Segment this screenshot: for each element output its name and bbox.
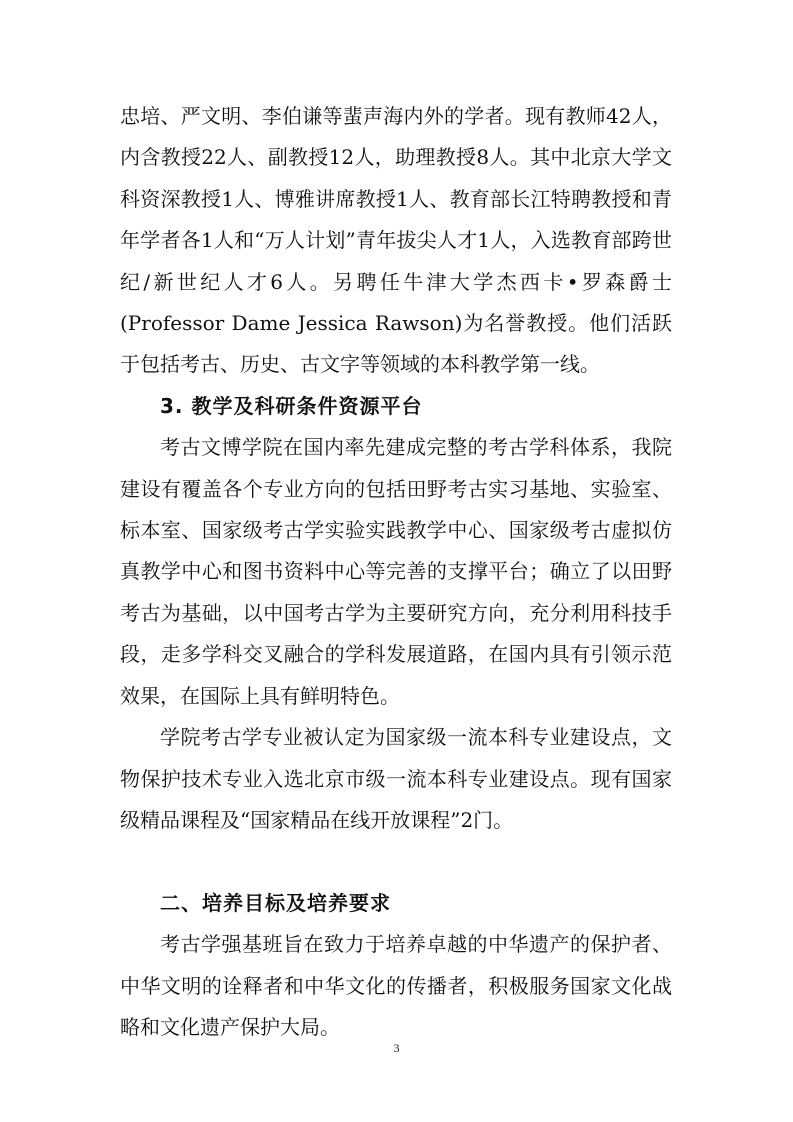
- faculty-paragraph: 忠培、严文明、李伯谦等蜚声海内外的学者。现有教师42人，内含教授22人、副教授12人，助理教授8人。其中北京大学文科资深教授1人、博雅讲席教授1人、教育部长江特聘教授和青年学者各1人和“万人计划”青年拔尖人才1人，入选教育部跨世纪/新世纪人才6人。另聘任牛津大学杰西卡•罗森爵士(Professor Dame Jessica Rawson)为名誉教授。他们活跃于包括考古、历史、古文字等领域的本科教学第一线。: [120, 104, 672, 377]
- page-number: 3: [393, 1041, 400, 1055]
- programs-paragraph: 学院考古学专业被认定为国家级一流本科专业建设点，文物保护技术专业入选北京市级一流本科专业建设点。现有国家级精品课程及“国家精品在线开放课程”2门。: [120, 725, 672, 832]
- document-body: [120, 96, 672, 1048]
- section-heading-teaching-resources: 3. 教学及科研条件资源平台: [160, 393, 423, 418]
- resources-paragraph: 考古文博学院在国内率先建成完整的考古学科体系，我院建设有覆盖各个专业方向的包括田野考古实习基地、实验室、标本室、国家级考古学实验实践教学中心、国家级考古虚拟仿真教学中心和图书资料中心等完善的支撑平台；确立了以田野考古为基础，以中国考古学为主要研究方向，充分利用科技手段，走多学科交叉融合的学科发展道路，在国内具有引领示范效果，在国际上具有鲜明特色。: [120, 435, 672, 708]
- section-heading-training-goals: 二、培养目标及培养要求: [160, 890, 391, 915]
- spacer: [120, 841, 672, 882]
- goals-paragraph: 考古学强基班旨在致力于培养卓越的中华遗产的保护者、中华文明的诠释者和中华文化的传播者，积极服务国家文化战略和文化遗产保护大局。: [120, 932, 672, 1039]
